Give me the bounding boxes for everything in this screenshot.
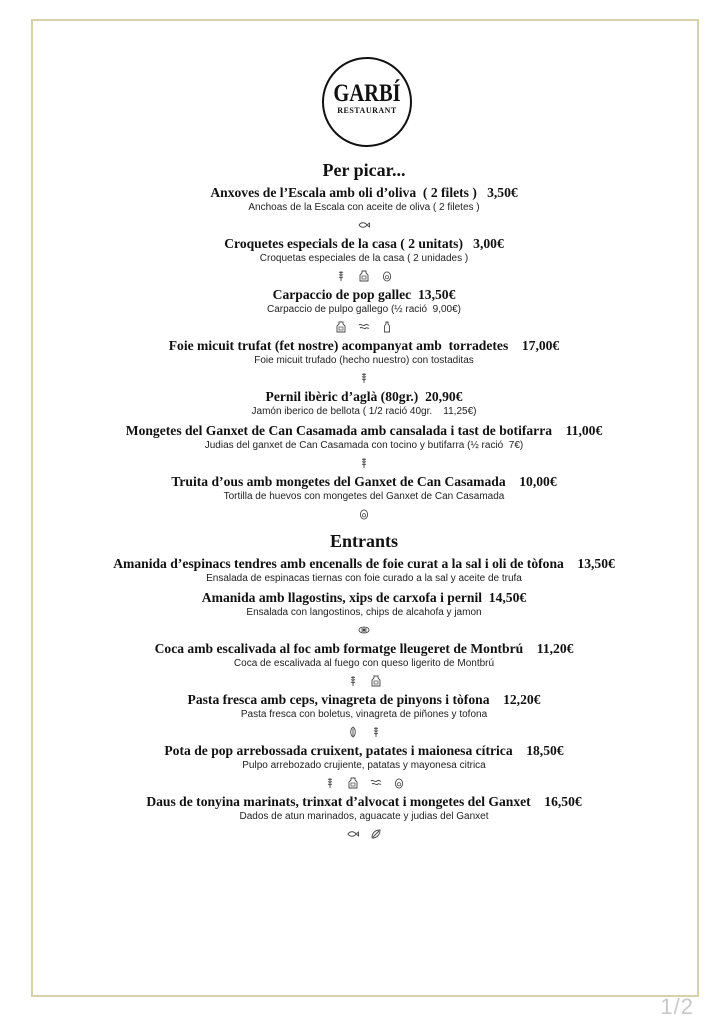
gluten-icon <box>347 675 359 687</box>
gluten-icon <box>324 777 336 789</box>
allergen-icons <box>34 316 694 338</box>
menu-item-name: Daus de tonyina marinats, trinxat d’alvocat i mongetes del Ganxet 16,50€ <box>146 794 582 809</box>
menu-item-name: Pernil ibèric d’aglà (80gr.) 20,90€ <box>265 389 463 404</box>
restaurant-logo <box>322 57 412 147</box>
menu-item-description: Ensalada con langostinos, chips de alcahofa y jamon <box>246 607 482 618</box>
menu-item-description: Anchoas de la Escala con aceite de oliva ( 2 filetes ) <box>248 202 480 213</box>
menu-item-name: Pota de pop arrebossada cruixent, patates i maionesa cítrica 18,50€ <box>164 743 564 758</box>
menu-item <box>34 287 694 338</box>
milk-icon <box>358 270 370 282</box>
menu-item-description: Coca de escalivada al fuego con queso ligerito de Montbrú <box>233 658 495 669</box>
allergen-icons <box>34 503 694 525</box>
allergen-icons <box>34 367 694 389</box>
sesame-icon <box>370 828 382 840</box>
menu-item-name: Pasta fresca amb ceps, vinagreta de pinyons i tòfona 12,20€ <box>187 692 541 707</box>
menu-item-description: Tortilla de huevos con mongetes del Ganxet de Can Casamada <box>223 491 505 502</box>
allergen-icons <box>34 214 694 236</box>
menu-item <box>34 743 694 794</box>
menu-item-description: Pulpo arrebozado crujiente, patatas y mayonesa citrica <box>242 760 486 771</box>
allergen-icons <box>34 772 694 794</box>
menu-item <box>34 641 694 692</box>
logo-name: GARBÍ <box>333 80 401 107</box>
menu-item-name: Coca amb escalivada al foc amb formatge lleugeret de Montbrú 11,20€ <box>154 641 574 656</box>
menu-item-name: Croquetes especials de la casa ( 2 unitats) 3,00€ <box>224 236 504 251</box>
allergen-icons <box>34 670 694 692</box>
sulphite-icon <box>381 321 393 333</box>
menu-item <box>34 590 694 641</box>
egg-icon <box>393 777 405 789</box>
milk-icon <box>370 675 382 687</box>
menu-item <box>34 474 694 525</box>
menu-item-name: Carpaccio de pop gallec 13,50€ <box>272 287 456 302</box>
allergen-icons <box>34 721 694 743</box>
allergen-icons <box>34 823 694 845</box>
gluten-icon <box>358 457 370 469</box>
menu-item <box>34 794 694 845</box>
crustacean-icon <box>358 624 370 636</box>
menu-item <box>34 338 694 389</box>
allergen-icons <box>34 619 694 641</box>
section-title: Entrants <box>329 531 398 551</box>
menu-content <box>34 158 694 849</box>
mollusc-icon <box>358 321 370 333</box>
fish-icon <box>347 828 359 840</box>
section-title: Per picar... <box>322 160 406 180</box>
gluten-icon <box>335 270 347 282</box>
page-number: 1/2 <box>660 994 694 1019</box>
menu-item-name: Anxoves de l’Escala amb oli d’oliva ( 2 filets ) 3,50€ <box>210 185 518 200</box>
mollusc-icon <box>370 777 382 789</box>
menu-item-name: Amanida d’espinacs tendres amb encenalls de foie curat a la sal i oli de tòfona 13,50€ <box>113 556 615 571</box>
menu-item-description: Croquetas especiales de la casa ( 2 unidades ) <box>259 253 469 264</box>
allergen-icons <box>34 265 694 287</box>
menu-item-description: Pasta fresca con boletus, vinagreta de piñones y tofona <box>240 709 488 720</box>
menu-item <box>34 423 694 474</box>
menu-item-description: Foie micuit trufado (hecho nuestro) con tostaditas <box>254 355 474 366</box>
menu-item-description: Judias del ganxet de Can Casamada con tocino y butifarra (½ ració 7€) <box>204 440 524 451</box>
egg-icon <box>358 508 370 520</box>
logo-subtitle: RESTAURANT <box>337 106 397 115</box>
menu-item <box>34 185 694 236</box>
milk-icon <box>347 777 359 789</box>
menu-item-description: Ensalada de espinacas tiernas con foie curado a la sal y aceite de trufa <box>206 573 522 584</box>
menu-item-description: Carpaccio de pulpo gallego (½ ració 9,00€) <box>266 304 461 315</box>
menu-item-name: Truita d’ous amb mongetes del Ganxet de Can Casamada 10,00€ <box>171 474 557 489</box>
menu-item-description: Jamón iberico de bellota ( 1/2 ració 40gr. 11,25€) <box>251 406 477 417</box>
menu-item-name: Mongetes del Ganxet de Can Casamada amb cansalada i tast de botifarra 11,00€ <box>125 423 603 438</box>
gluten-icon <box>370 726 382 738</box>
menu-item-description: Dados de atun marinados, aguacate y judias del Ganxet <box>239 811 489 822</box>
allergen-icons <box>34 452 694 474</box>
nuts-icon <box>347 726 359 738</box>
menu-item-name: Foie micuit trufat (fet nostre) acompanyat amb torradetes 17,00€ <box>168 338 560 353</box>
gluten-icon <box>358 372 370 384</box>
menu-item <box>34 236 694 287</box>
menu-item <box>34 389 694 423</box>
egg-icon <box>381 270 393 282</box>
milk-icon <box>335 321 347 333</box>
menu-item-name: Amanida amb llagostins, xips de carxofa i pernil 14,50€ <box>201 590 527 605</box>
fish-icon <box>358 219 370 231</box>
menu-item <box>34 692 694 743</box>
menu-item <box>34 556 694 590</box>
